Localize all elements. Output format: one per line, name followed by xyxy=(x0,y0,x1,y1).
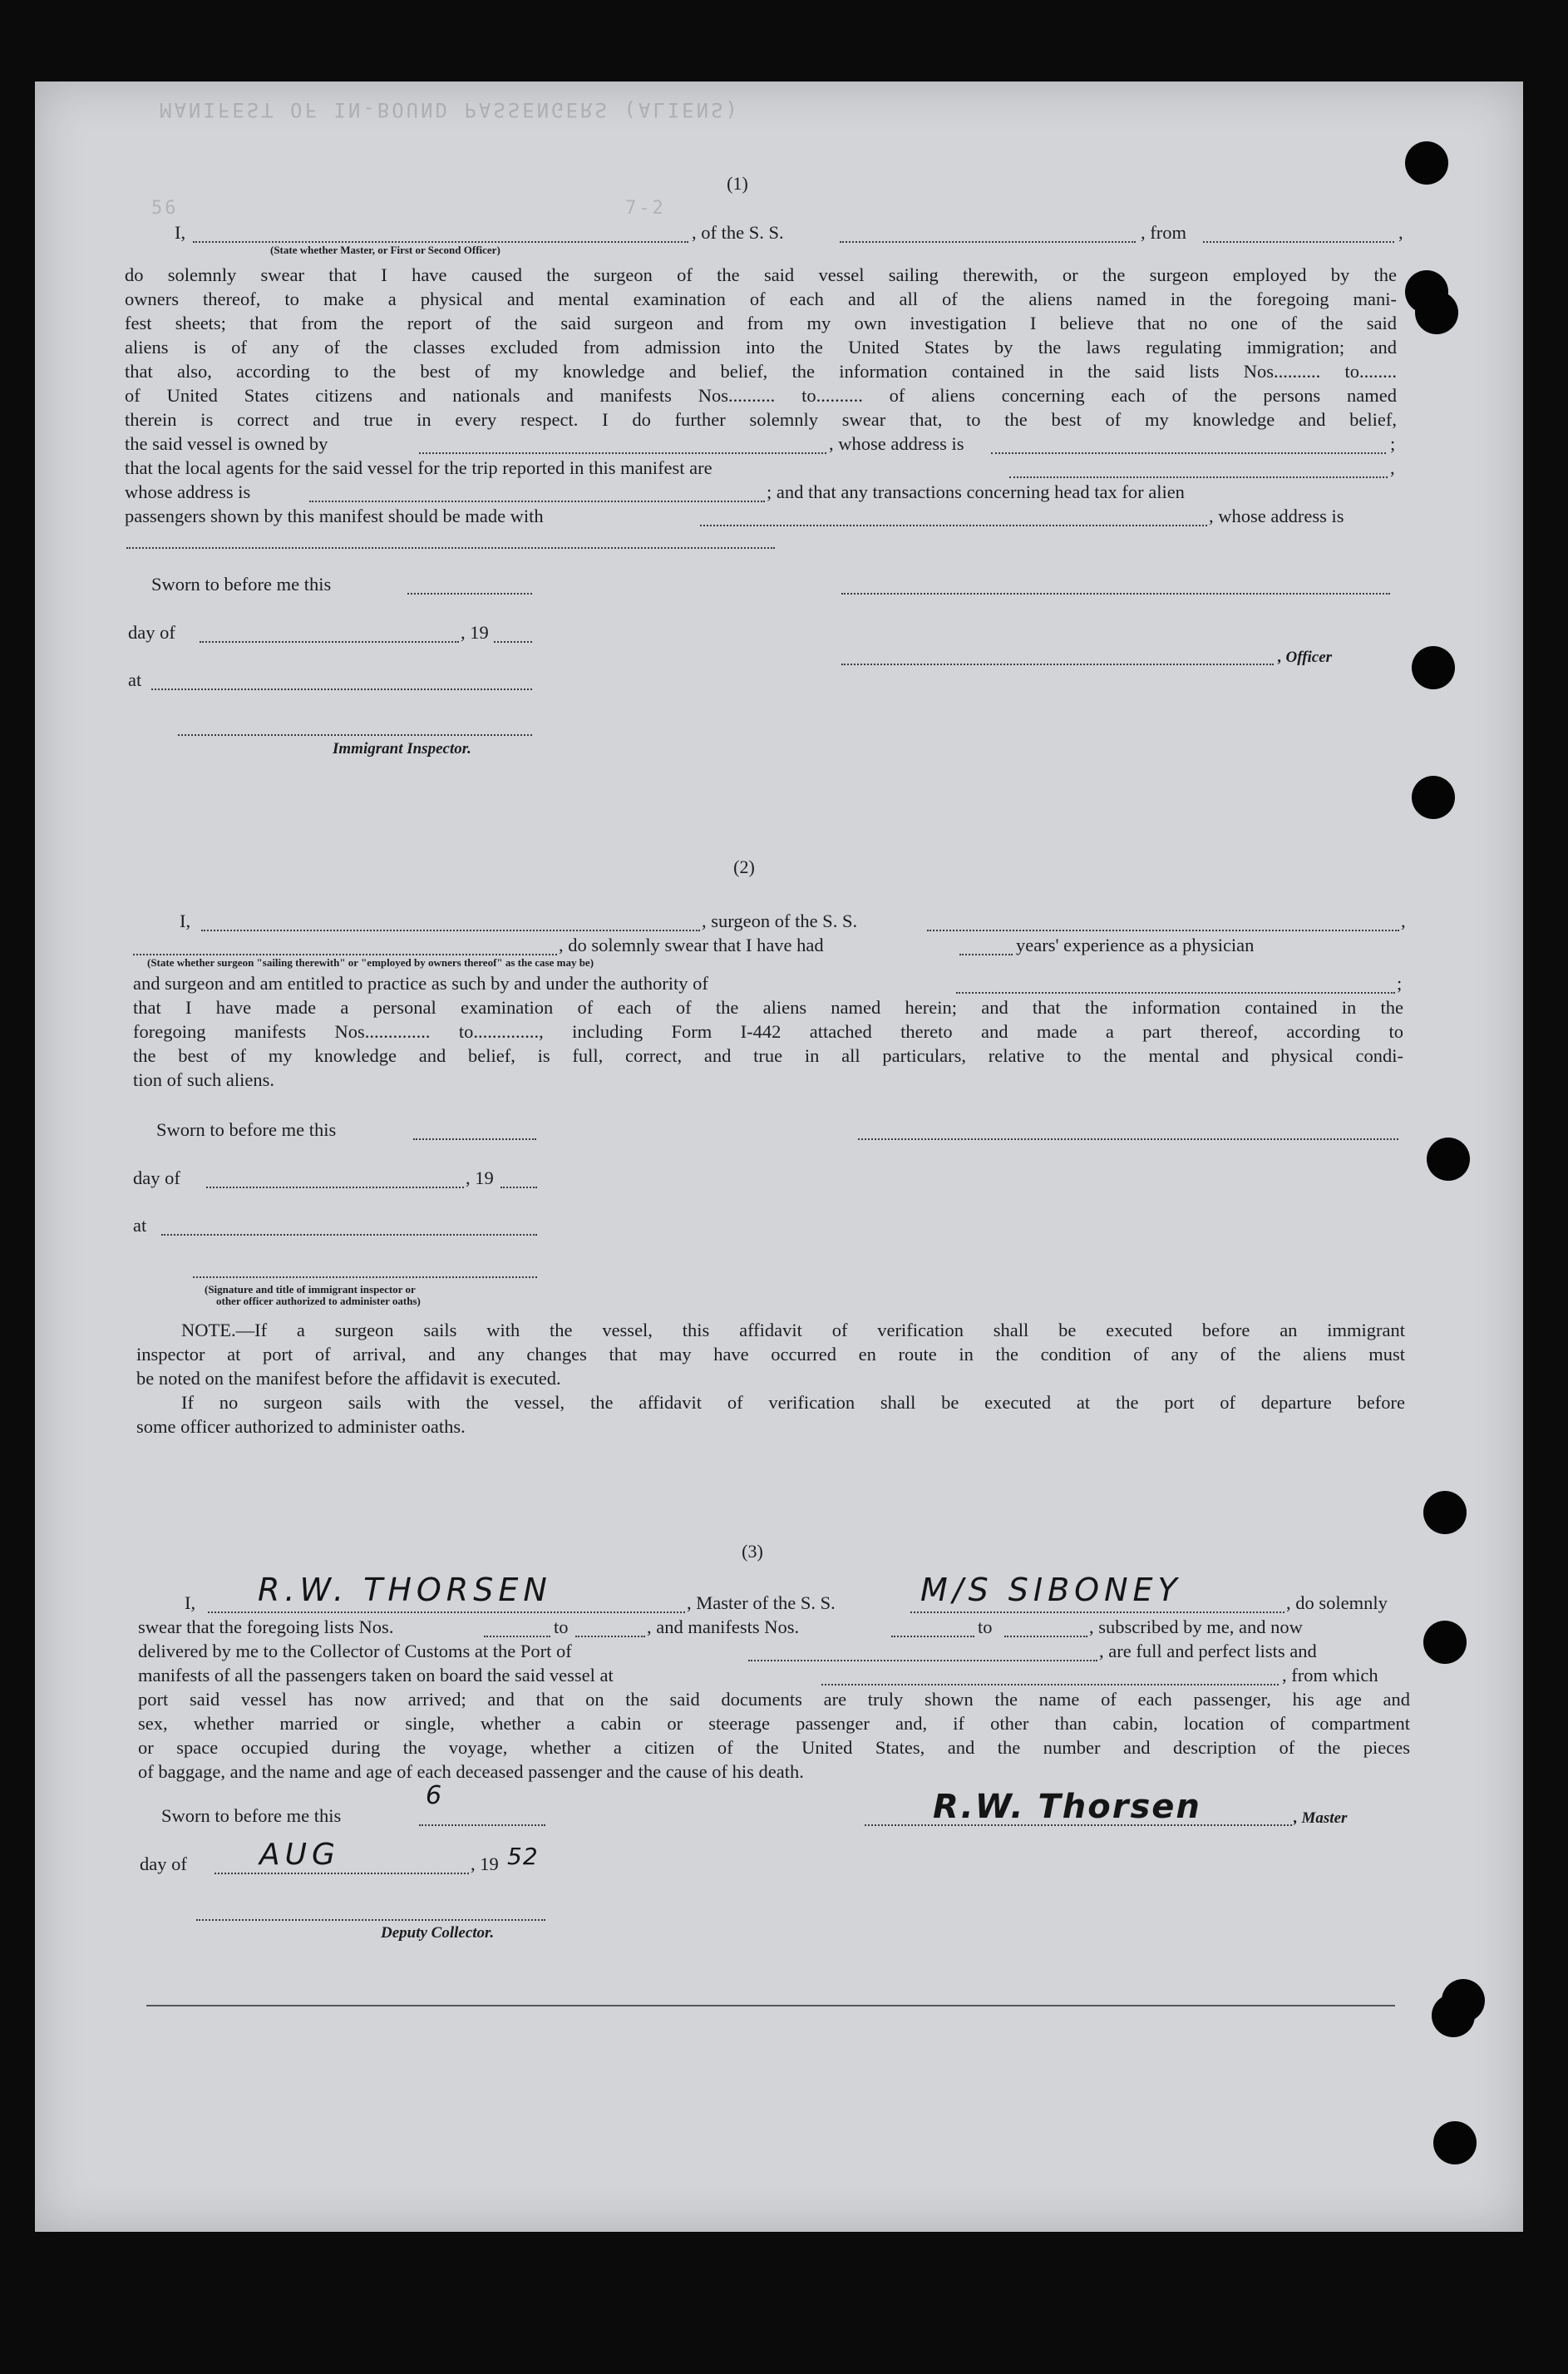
s1-body-line: of United States citizens and nationals and manifests Nos.......... to.......... of aliens concerning each of the persons named xyxy=(125,385,1397,406)
s2-surgeon-sig-blank xyxy=(858,1138,1398,1140)
s2-sig-note-1: (Signature and title of immigrant inspector or xyxy=(205,1283,416,1296)
s3-manifest-to-blank xyxy=(1004,1636,1087,1637)
s2-authority-label: and surgeon and am entitled to practice as such by and under the authority of xyxy=(133,973,708,994)
s1-year-label: , 19 xyxy=(461,622,489,643)
s1-owned-end: ; xyxy=(1390,433,1396,454)
s3-dayof-blank xyxy=(214,1873,469,1874)
s3-year-handwritten: 52 xyxy=(507,1843,539,1870)
s3-sworn-blank xyxy=(419,1824,545,1826)
s3-lists-to-blank xyxy=(575,1636,645,1637)
s1-officer-blank xyxy=(193,241,688,243)
s2-dayof-blank xyxy=(206,1187,464,1188)
s3-master-name-handwritten: R.W. THORSEN xyxy=(258,1572,552,1608)
s1-sworn-label: Sworn to before me this xyxy=(151,574,332,595)
s2-dayof-label: day of xyxy=(133,1167,180,1188)
s1-agents-blank xyxy=(1009,476,1388,478)
s3-master-blank xyxy=(208,1611,685,1613)
s3-body-line: sex, whether married or single, whether a cabin or steerage passenger and, if other than cabin, location of compartment xyxy=(138,1713,1410,1734)
s3-line1-master: , Master of the S. S. xyxy=(687,1592,836,1613)
s1-line1-from: , from xyxy=(1141,222,1186,243)
s3-deputy-label: Deputy Collector. xyxy=(381,1924,495,1942)
s1-body-line: aliens is of any of the classes excluded from admission into the United States by the laws regulating immigration; and xyxy=(125,337,1397,358)
s2-note2-last: some officer authorized to administer oaths. xyxy=(136,1416,466,1437)
s3-day-handwritten: 6 xyxy=(426,1781,447,1810)
s2-authority-end: ; xyxy=(1397,973,1403,994)
s2-type-note: (State whether surgeon "sailing therewith" or "employed by owners thereof" as the case may be) xyxy=(147,956,594,969)
s3-line1-end: , do solemnly xyxy=(1286,1592,1388,1613)
s2-at-label: at xyxy=(133,1215,147,1236)
s1-body-line: owners thereof, to make a physical and mental examination of each and all of the aliens named in the foregoing mani- xyxy=(125,289,1397,309)
s1-body-line: do solemnly swear that I have caused the surgeon of the said vessel sailing therewith, or the surgeon employed by the xyxy=(125,264,1397,285)
s2-body-last: tion of such aliens. xyxy=(133,1069,274,1090)
s1-line1-end: , xyxy=(1398,222,1403,243)
punch-hole xyxy=(1405,141,1448,185)
s1-inspector-label: Immigrant Inspector. xyxy=(333,740,471,758)
s3-dayof-label: day of xyxy=(140,1853,187,1874)
s1-line1-i: I, xyxy=(175,222,186,243)
s3-body-last: of baggage, and the name and age of each deceased passenger and the cause of his death. xyxy=(138,1761,804,1782)
s2-note-last: be noted on the manifest before the affidavit is executed. xyxy=(136,1368,561,1389)
s1-officer-sig-blank-2 xyxy=(841,664,1274,665)
s1-dayof-blank xyxy=(200,641,459,643)
s1-whose-blank xyxy=(309,501,765,502)
s1-whose-text: ; and that any transactions concerning head tax for alien xyxy=(767,481,1185,502)
punch-hole xyxy=(1427,1138,1470,1181)
s1-owner-address-blank xyxy=(991,452,1386,454)
s2-type-blank xyxy=(133,954,557,955)
s1-owned-address: , whose address is xyxy=(829,433,964,454)
s3-line2-a: swear that the foregoing lists Nos. xyxy=(138,1616,394,1637)
s3-body-line: port said vessel has now arrived; and that on the said documents are truly shown the name of each passenger, his age and xyxy=(138,1689,1410,1710)
s2-line2-years: years' experience as a physician xyxy=(1016,935,1255,955)
s1-officer-label: , Officer xyxy=(1278,649,1333,666)
s1-from-blank xyxy=(1203,241,1394,243)
s3-month-handwritten: AUG xyxy=(259,1838,340,1872)
s2-body-line: that I have made a personal examination of each of the aliens named herein; and that the information contained in the xyxy=(133,997,1403,1018)
s3-line2-d: to xyxy=(978,1616,993,1637)
s1-passengers-address-blank xyxy=(126,547,775,549)
s1-body-line: therein is correct and true in every respect. I do further solemnly swear that, to the best of my knowledge and belief, xyxy=(125,409,1397,430)
s3-manifest-from-blank xyxy=(891,1636,974,1637)
s2-line1-i: I, xyxy=(180,911,191,931)
punch-hole xyxy=(1412,776,1455,819)
s1-ship-blank xyxy=(840,241,1136,243)
s2-body-line: the best of my knowledge and belief, is full, correct, and true in all particulars, relative to the mental and physical condi- xyxy=(133,1045,1403,1066)
s1-passengers-blank xyxy=(700,525,1207,526)
punch-hole xyxy=(1423,1491,1467,1534)
s3-year-label: , 19 xyxy=(471,1853,499,1874)
s2-authority-blank xyxy=(956,992,1395,994)
s2-sworn-blank xyxy=(413,1138,536,1140)
s2-inspector-blank xyxy=(193,1276,537,1278)
s3-line4-a: manifests of all the passengers taken on board the said vessel at xyxy=(138,1665,614,1685)
s2-note-line: inspector at port of arrival, and any changes that may have occurred en route in the condition of any of the aliens must xyxy=(136,1344,1405,1365)
s3-ship-name-handwritten: M/S SIBONEY xyxy=(920,1572,1182,1608)
s2-year-blank xyxy=(500,1187,537,1188)
s3-line3-a: delivered by me to the Collector of Customs at the Port of xyxy=(138,1641,572,1661)
s1-at-label: at xyxy=(128,669,142,690)
s3-ship-blank xyxy=(910,1611,1284,1613)
s1-line1-ss: , of the S. S. xyxy=(692,222,784,243)
manifest-page xyxy=(35,81,1523,2232)
s1-owner-blank xyxy=(419,452,826,454)
s3-sworn-label: Sworn to before me this xyxy=(161,1805,342,1826)
punch-hole xyxy=(1415,291,1458,334)
section-2-number: (2) xyxy=(733,856,755,877)
punch-hole xyxy=(1412,646,1455,689)
s1-passengers-address: , whose address is xyxy=(1209,506,1344,526)
s1-officer-sig-blank-1 xyxy=(841,593,1390,595)
s1-body-line: that also, according to the best of my knowledge and belief, the information contained in the said lists Nos.......... to........ xyxy=(125,361,1397,382)
s3-lists-from-blank xyxy=(484,1636,550,1637)
s3-master-label: , Master xyxy=(1294,1809,1348,1827)
s1-whose-label: whose address is xyxy=(125,481,251,502)
s3-line1-i: I, xyxy=(185,1592,196,1613)
s3-line4-b: , from which xyxy=(1282,1665,1378,1685)
s2-sworn-label: Sworn to before me this xyxy=(156,1119,337,1140)
s2-line2-swear: , do solemnly swear that I have had xyxy=(559,935,824,955)
s1-inspector-blank xyxy=(178,734,532,736)
s2-year-label: , 19 xyxy=(466,1167,494,1188)
s1-owned-label: the said vessel is owned by xyxy=(125,433,328,454)
s1-officer-note: (State whether Master, or First or Second Officer) xyxy=(270,244,500,256)
s3-port-blank xyxy=(748,1660,1097,1661)
punch-hole xyxy=(1423,1621,1467,1664)
bleed-through-stamp-number-2: 56 xyxy=(151,198,179,219)
s2-line1-end: , xyxy=(1401,911,1406,931)
bleed-through-stamp: MANIFEST OF IN-BOUND PASSENGERS (ALIENS) xyxy=(160,98,740,121)
s1-body-line: fest sheets; that from the report of the said surgeon and from my own investigation I believe that no one of the said xyxy=(125,313,1397,333)
s2-note-line: NOTE.—If a surgeon sails with the vessel, this affidavit of verification shall be executed before an immigrant xyxy=(181,1320,1405,1340)
s2-ship-blank xyxy=(927,930,1399,931)
s2-at-blank xyxy=(161,1234,537,1236)
bottom-divider xyxy=(146,2005,1395,2006)
s3-master-signature: R.W. Thorsen xyxy=(933,1788,1201,1826)
s1-agents-label: that the local agents for the said vessel for the trip reported in this manifest are xyxy=(125,457,713,478)
s1-at-blank xyxy=(151,689,532,690)
s3-line3-b: , are full and perfect lists and xyxy=(1099,1641,1317,1661)
s3-line2-b: to xyxy=(554,1616,569,1637)
s1-sworn-blank xyxy=(407,593,532,595)
s1-year-blank xyxy=(494,641,532,643)
section-3-number: (3) xyxy=(742,1541,763,1562)
punch-hole xyxy=(1433,2121,1477,2164)
s2-years-blank xyxy=(959,954,1013,955)
s2-note2-line: If no surgeon sails with the vessel, the affidavit of verification shall be executed at the port of departure before xyxy=(181,1392,1405,1413)
punch-hole xyxy=(1432,1994,1475,2037)
s2-sig-note-2: other officer authorized to administer oaths) xyxy=(216,1295,421,1307)
s2-line1-ss: , surgeon of the S. S. xyxy=(702,911,858,931)
s3-body-line: or space occupied during the voyage, whether a citizen of the United States, and the number and description of the pieces xyxy=(138,1737,1410,1758)
s1-passengers-label: passengers shown by this manifest should be made with xyxy=(125,506,544,526)
s2-surgeon-blank xyxy=(201,930,700,931)
s3-line2-c: , and manifests Nos. xyxy=(647,1616,800,1637)
s2-body-line: foregoing manifests Nos.............. to.............., including Form I-442 attached thereto and made a part thereof, according to xyxy=(133,1021,1403,1042)
s3-boarded-blank xyxy=(821,1684,1279,1685)
s3-line2-e: , subscribed by me, and now xyxy=(1089,1616,1303,1637)
s1-dayof-label: day of xyxy=(128,622,175,643)
bleed-through-stamp-number: 7-2 xyxy=(625,198,666,219)
section-1-number: (1) xyxy=(727,173,748,194)
s1-agents-end: , xyxy=(1390,457,1395,478)
